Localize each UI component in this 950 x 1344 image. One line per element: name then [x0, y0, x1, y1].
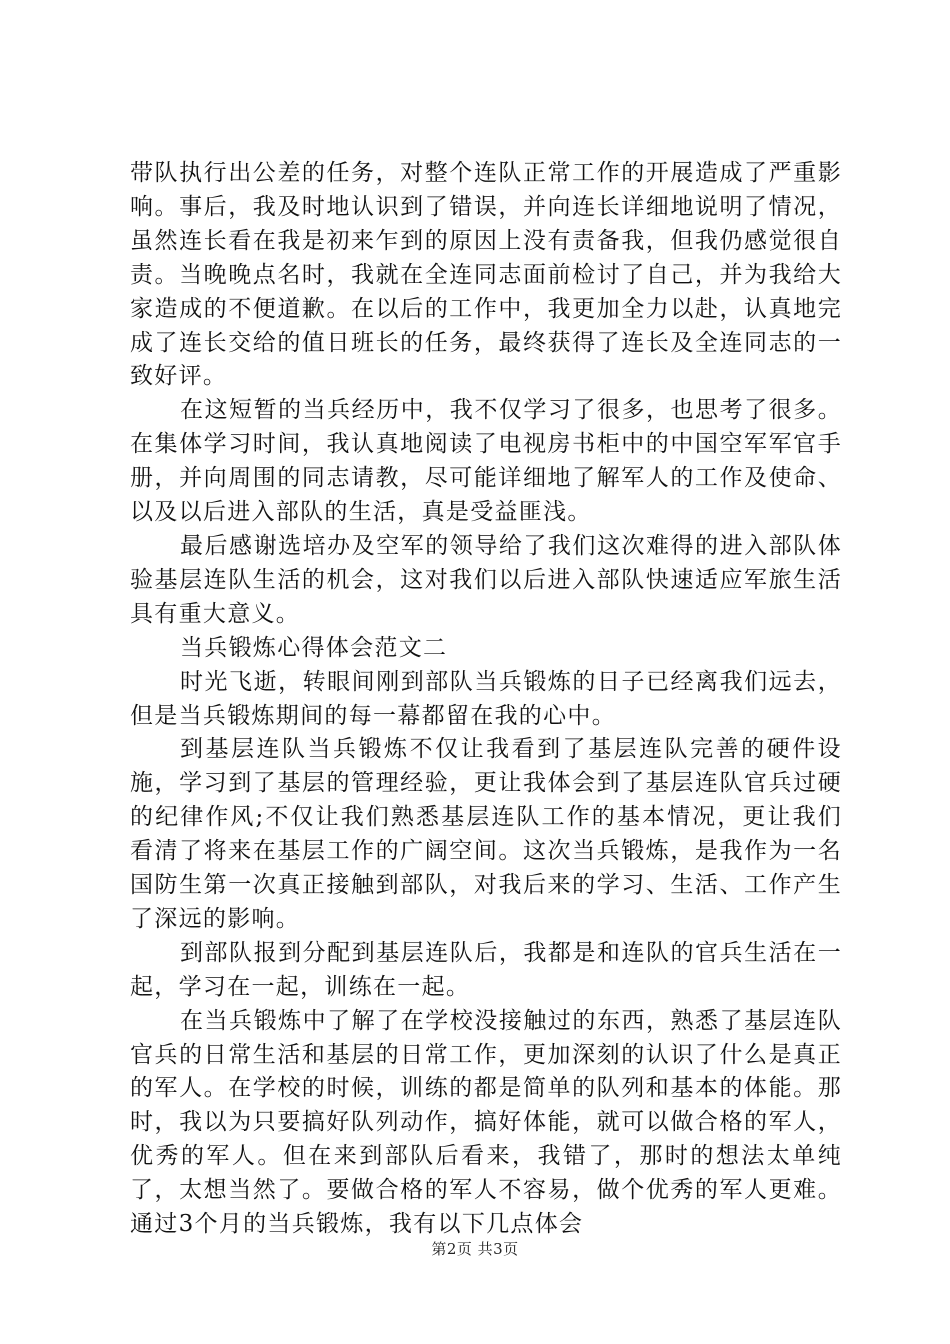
- paragraph-4: 时光飞逝，转眼间刚到部队当兵锻炼的日子已经离我们远去，但是当兵锻炼期间的每一幕都留在我的心中。: [130, 668, 842, 729]
- paragraph-5: 到基层连队当兵锻炼不仅让我看到了基层连队完善的硬件设施，学习到了基层的管理经验，更让我体会到了基层连队官兵过硬的纪律作风;不仅让我们熟悉基层连队工作的基本情况，更让我们看清了将来在基层工作的广阔空间。这次当兵锻炼，是我作为一名国防生第一次真正接触到部队，对我后来的学习、生活、工作产生了深远的影响。: [130, 736, 842, 932]
- paragraph-3: 最后感谢选培办及空军的领导给了我们这次难得的进入部队体验基层连队生活的机会，这对我们以后进入部队快速适应军旅生活具有重大意义。: [130, 532, 842, 627]
- paragraph-1: 带队执行出公差的任务，对整个连队正常工作的开展造成了严重影响。事后，我及时地认识到了错误，并向连长详细地说明了情况，虽然连长看在我是初来乍到的原因上没有责备我，但我仍感觉很自责。当晚晚点名时，我就在全连同志面前检讨了自己，并为我给大家造成的不便道歉。在以后的工作中，我更加全力以赴，认真地完成了连长交给的值日班长的任务，最终获得了连长及全连同志的一致好评。: [130, 160, 842, 390]
- section-heading: 当兵锻炼心得体会范文二: [180, 634, 448, 661]
- paragraph-7: 在当兵锻炼中了解了在学校没接触过的东西，熟悉了基层连队官兵的日常生活和基层的日常工作，更加深刻的认识了什么是真正的军人。在学校的时候，训练的都是简单的队列和基本的体能。那时，我以为只要搞好队列动作，搞好体能，就可以做合格的军人，优秀的军人。但在来到部队后看来，我错了，那时的想法太单纯了，太想当然了。要做合格的军人不容易，做个优秀的军人更难。通过3个月的当兵锻炼，我有以下几点体会: [130, 1007, 842, 1238]
- document-body: [130, 157, 842, 1242]
- page-number-footer: 第2页 共3页: [431, 1240, 519, 1258]
- paragraph-6: 到部队报到分配到基层连队后，我都是和连队的官兵生活在一起，学习在一起，训练在一起。: [130, 939, 842, 1000]
- paragraph-2: 在这短暂的当兵经历中，我不仅学习了很多，也思考了很多。在集体学习时间，我认真地阅读了电视房书柜中的中国空军军官手册，并向周围的同志请教，尽可能详细地了解军人的工作及使命、以及以后进入部队的生活，真是受益匪浅。: [130, 397, 842, 526]
